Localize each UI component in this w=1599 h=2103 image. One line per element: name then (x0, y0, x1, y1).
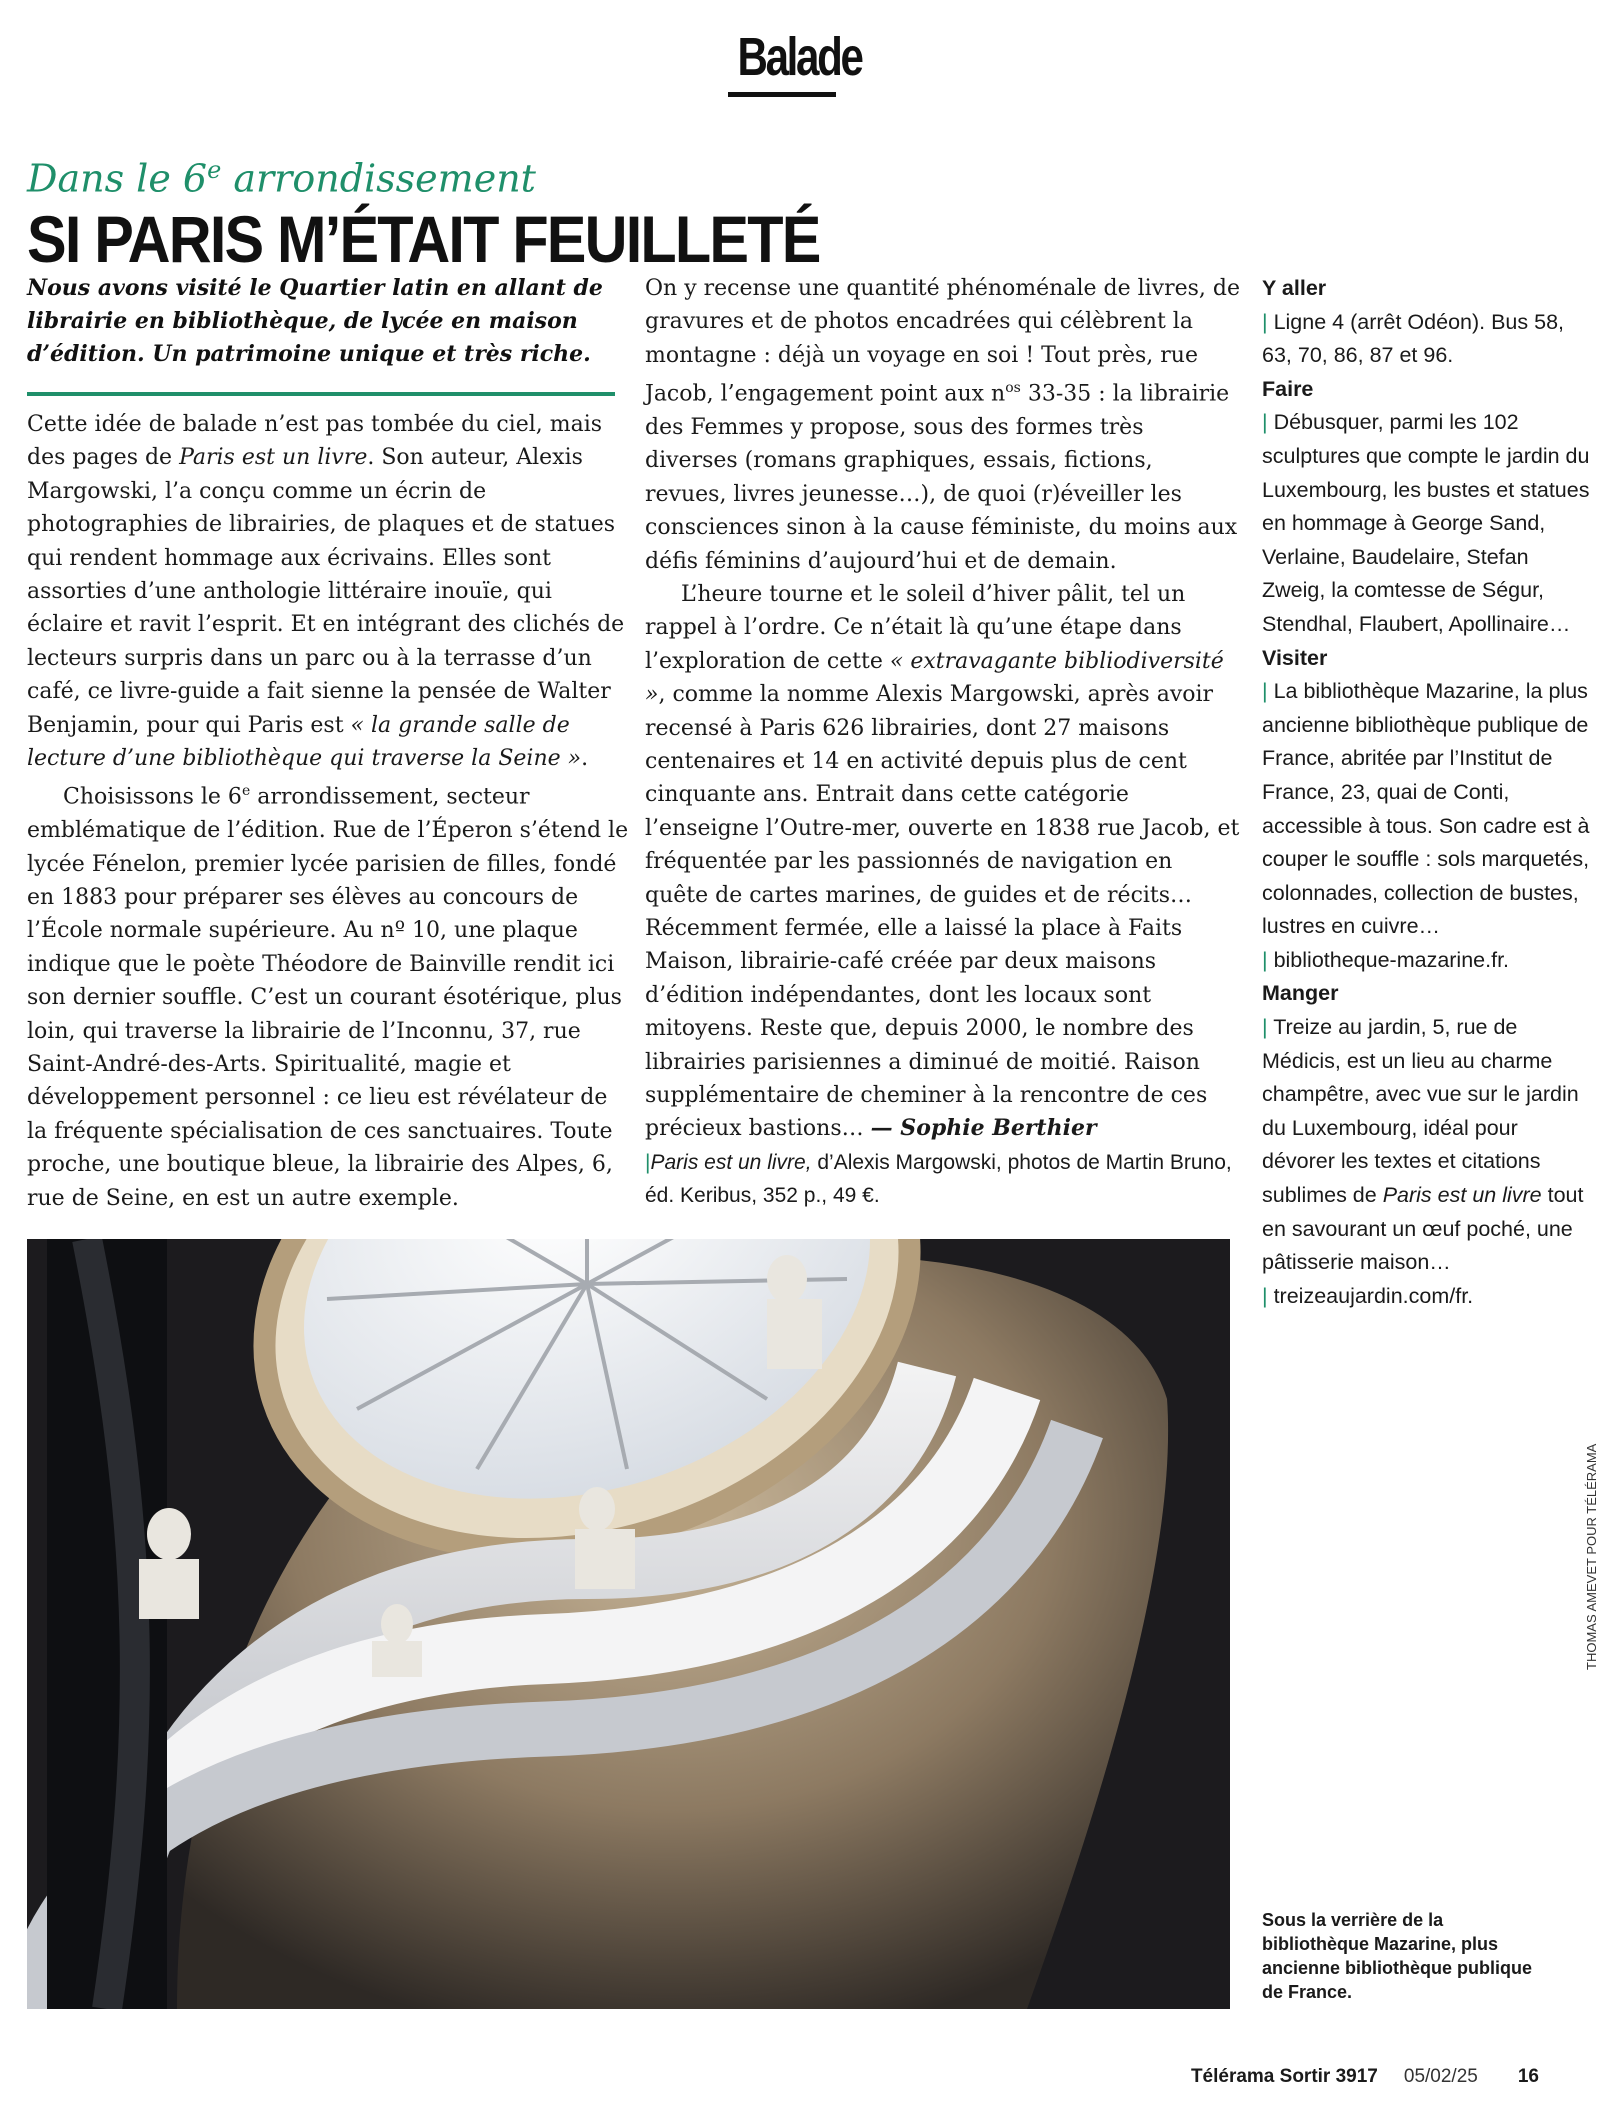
page-number: 16 (1517, 2066, 1539, 2087)
standfirst-rule (27, 392, 615, 396)
issue-date: 05/02/25 (1403, 2066, 1478, 2087)
paragraph-3: On y recense une quantité phénoménale de livres, de gravures et de photos encadrées qui célèbrent la montagne : déjà un voyage en soi ! Tout près, rue Jacob, l’engagement point aux $n^{os}$ 33-35 : la librairie des Femmes y propose, sous des formes très diverses (romans graphiques, essais, fictions, revues, livres jeunesse…), de quoi (r)éveiller les consciences sinon à la cause féministe, du moins aux défis féminins d’aujourd’hui et de demain. (645, 276, 1240, 574)
section-label: Balade (737, 27, 862, 87)
book-title: Paris est un livre, (650, 1150, 812, 1174)
section-underline (728, 92, 836, 97)
standfirst: Nous avons visité le Quartier latin en allant de librairie en bibliothèque, de lycée en maison d’édition. Un patrimoine unique et très riche. (27, 275, 603, 367)
sidebar-heading-faire: Faire (1262, 376, 1314, 401)
link-treize-au-jardin[interactable]: treizeaujardin.com/fr. (1273, 1283, 1474, 1308)
publication-name: Télérama Sortir 3917 (1190, 2066, 1378, 2087)
paragraph-4: L’heure tourne et le soleil d’hiver pâlit, tel un rappel à l’ordre. Ce n’était là qu’une étape dans l’exploration de cette « extravagante bibliodiversité », comme la nomme Alexis Margowski, après avoir recensé à Paris 626 librairies, dont 27 maisons centenaires et 14 en activité depuis plus de cent cinquante ans. Entrait dans cette catégorie l’enseigne l’Outre-mer, ouverte en 1838 rue Jacob, et fréquentée par les passionnés de navigation en quête de cartes marines, de guides et de récits… Récemment fermée, elle a laissé la place à Faits Maison, librairie-café créée par deux maisons d’édition indépendantes, dont les locaux sont mitoyens. Reste que, depuis 2000, le nombre des librairies parisiennes a diminué de moitié. Raison supplémentaire de cheminer à la rencontre de ces précieux bastions… — Sophie Berthier (645, 581, 1240, 1142)
kicker (27, 156, 536, 201)
link-mazarine[interactable]: bibliotheque-mazarine.fr. (1273, 947, 1510, 972)
book-title-inline: Paris est un livre (179, 445, 368, 471)
practical-sidebar (1262, 272, 1592, 1313)
paragraph-1: Cette idée de balade n’est pas tombée du ciel, mais des pages de Paris est un livre. Son auteur, Alexis Margowski, l’a conçu comme un écrin de photographies de librairies, de plaques et de statues qui rendent hommage aux écrivains. Elles sont assorties d’une anthologie littéraire inouïe, qui éclaire et ravit l’esprit. Et en intégrant des clichés de lecteurs surpris dans un parc ou à la terrasse d’un café, ce livre-guide a fait sienne la pensée de Walter Benjamin, pour qui Paris est « la grande salle de lecture d’une bibliothèque qui traverse la Seine ». (27, 412, 625, 772)
page-footer (1191, 2066, 1539, 2088)
photo-mazarine-skylight (27, 1239, 1230, 2009)
photo-caption: Sous la verrière de la bibliothèque Mazarine, plus ancienne bibliothèque publique de France. (1262, 1910, 1533, 2002)
photo-illustration (27, 1239, 1230, 2009)
kicker-text-end: arrondissement (221, 156, 536, 201)
article-column-2 (645, 272, 1240, 1213)
section-tag (0, 27, 1599, 87)
article-column-1 (27, 408, 632, 1215)
sidebar-heading-manger: Manger (1262, 981, 1339, 1006)
headline: SI PARIS M’ÉTAIT FEUILLETÉ (27, 202, 820, 276)
kicker-text: Dans le 6 (27, 156, 208, 201)
sidebar-text-y-aller: | Ligne 4 (arrêt Odéon). Bus 58, 63, 70, 86, 87 et 96. (1262, 309, 1564, 368)
sidebar-heading-y-aller: Y aller (1262, 276, 1327, 300)
paragraph-2: Choisissons le 6e arrondissement, secteur emblématique de l’édition. Rue de l’Éperon s’étend le lycée Fénelon, premier lycée parisien de filles, fondé en 1883 pour préparer ses élèves au concours de l’École normale supérieure. Au nº 10, une plaque indique que le poète Théodore de Bainville rendit ici son dernier souffle. C’est un courant ésotérique, plus loin, qui traverse la librairie de l’Inconnu, 37, rue Saint-André-des-Arts. Spiritualité, magie et développement personnel : ce lieu est révélateur de la fréquente spécialisation de ces sanctuaires. Toute proche, une boutique bleue, la librairie des Alpes, 6, rue de Seine, en est un autre exemple. (27, 783, 629, 1211)
quote-benjamin: « la grande salle de lecture d’une bibliothèque qui traverse la Seine » (27, 712, 582, 772)
sidebar-text-manger: | Treize au jardin, 5, rue de Médicis, est un lieu au charme champêtre, avec vue sur le jardin du Luxembourg, idéal pour dévorer les textes et citations sublimes de Paris est un livre tout en savourant un œuf poché, une pâtisserie maison… | treizeaujardin.com/fr. (1262, 1015, 1584, 1308)
sidebar-text-visiter: | La bibliothèque Mazarine, la plus ancienne bibliothèque publique de France, abritée par l’Institut de France, 23, quai de Conti, accessible à tous. Son cadre est à couper le souffle : sols marquetés, colonnades, collection de bustes, lustres en cuivre… | bibliotheque-mazarine.fr. (1262, 679, 1590, 972)
kicker-sup: e (207, 156, 222, 184)
book-reference: |Paris est un livre, d’Alexis Margowski, photos de Martin Bruno, éd. Keribus, 352 p., 49 €. (645, 1150, 1232, 1208)
byline: — Sophie Berthier (870, 1115, 1097, 1142)
sidebar-text-faire: | Débusquer, parmi les 102 sculptures que compte le jardin du Luxembourg, les bustes et statues en hommage à George Sand, Verlaine, Baudelaire, Stefan Zweig, la comtesse de Ségur, Stendhal, Flaubert, Apollinaire… (1262, 410, 1590, 636)
sidebar-heading-visiter: Visiter (1262, 645, 1328, 670)
photo-credit: THOMAS AMEVET POUR TÉLÉRAMA (1584, 1443, 1599, 1670)
